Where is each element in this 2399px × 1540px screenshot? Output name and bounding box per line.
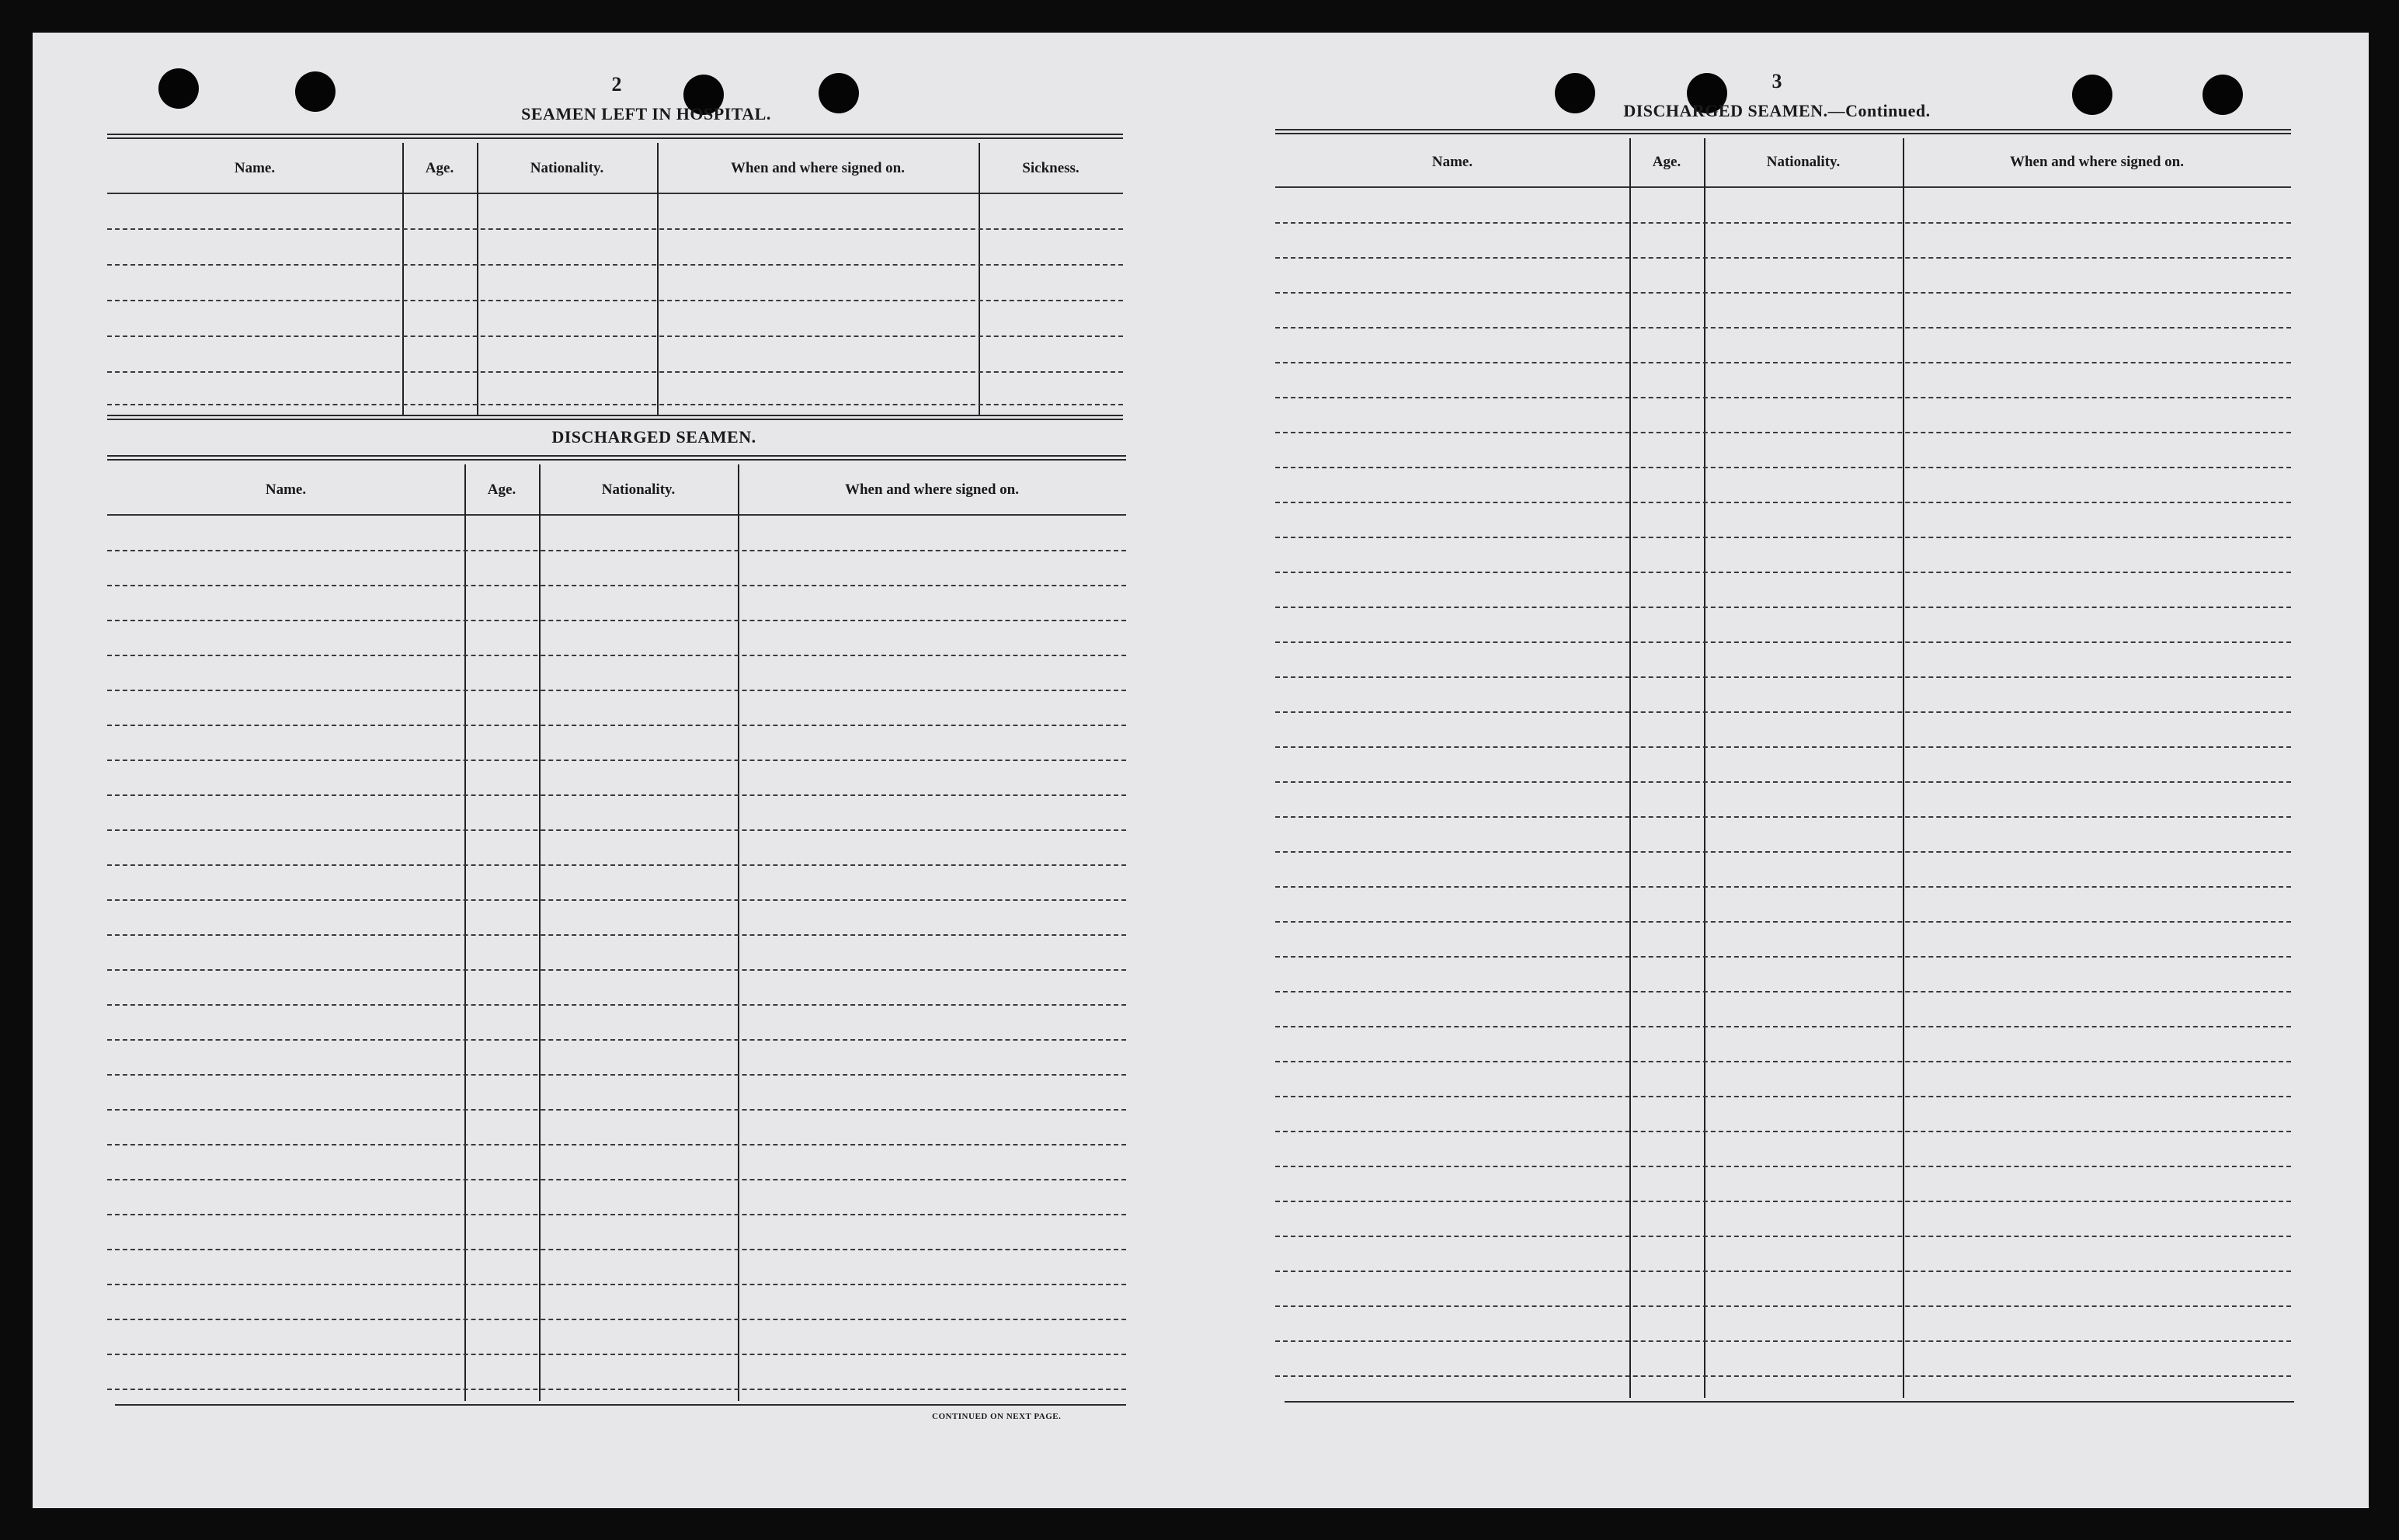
entry-line [107,690,1126,691]
column-header-nationality: Nationality. [601,481,676,498]
header-rule [1275,186,2291,188]
entry-line [107,404,1123,405]
column-header-name: Name. [1431,154,1473,170]
left-page-number: 2 [611,73,622,96]
entry-line [107,1039,1126,1041]
entry-line [1275,1026,2291,1027]
discharged-bottom-rule [115,1404,1126,1406]
entry-line [1275,746,2291,748]
entry-line [107,335,1123,337]
column-header-nationality: Nationality. [530,160,604,176]
entry-line [1275,432,2291,433]
column-header-age: Age. [1652,154,1681,170]
right-bottom-rule [1285,1401,2294,1403]
entry-line [107,1284,1126,1285]
entry-line [107,1109,1126,1111]
hospital-top-rule [107,134,1123,139]
entry-line [107,934,1126,936]
punch-hole [158,68,199,109]
entry-line [1275,641,2291,643]
entry-line [1275,222,2291,224]
entry-line [1275,1096,2291,1097]
entry-line [1275,502,2291,503]
entry-line [1275,676,2291,678]
entry-line [1275,467,2291,468]
entry-line [107,864,1126,866]
discharged-top-rule [107,455,1126,461]
entry-line [107,1144,1126,1145]
entry-line [107,1179,1126,1180]
entry-line [107,1074,1126,1076]
entry-line [1275,956,2291,958]
entry-line [107,1354,1126,1355]
entry-line [107,300,1123,301]
entry-line [107,760,1126,761]
hospital-section-title: SEAMEN LEFT IN HOSPITAL. [521,104,771,123]
right-top-rule [1275,129,2291,134]
entry-line [1275,1340,2291,1342]
entry-line [1275,537,2291,538]
column-header-when-where: When and where signed on. [844,481,1019,498]
column-divider [402,143,404,415]
entry-line [1275,292,2291,294]
discharged-continued-table [1275,138,2291,1398]
hospital-table [107,143,1123,415]
column-divider [464,464,466,1401]
entry-line [1275,851,2291,853]
discharged-section-title: DISCHARGED SEAMEN. [551,427,756,447]
column-header-name: Name. [265,481,307,498]
entry-line [107,969,1126,971]
entry-line [107,725,1126,726]
entry-line [107,550,1126,551]
entry-line [1275,257,2291,259]
entry-line [107,585,1126,586]
entry-line [1275,1271,2291,1272]
column-header-sickness: Sickness. [1022,160,1080,176]
entry-line [107,620,1126,621]
column-divider [539,464,541,1401]
document-sheet [33,33,2369,1508]
entry-line [107,1214,1126,1215]
entry-line [107,1319,1126,1320]
punch-hole [2072,75,2112,115]
entry-line [107,1004,1126,1006]
entry-line [1275,1166,2291,1167]
header-rule [107,193,1123,194]
entry-line [1275,572,2291,573]
entry-line [1275,1236,2291,1237]
entry-line [1275,327,2291,329]
punch-hole [295,71,336,112]
continued-note: CONTINUED ON NEXT PAGE. [932,1412,1062,1421]
entry-line [107,829,1126,831]
column-header-when-where: When and where signed on. [2009,154,2184,170]
entry-line [107,794,1126,796]
column-divider [738,464,739,1401]
entry-line [107,264,1123,266]
header-rule [107,514,1126,516]
entry-line [1275,1131,2291,1132]
right-page-number: 3 [1771,70,1782,92]
entry-line [1275,711,2291,713]
entry-line [1275,816,2291,818]
entry-line [1275,991,2291,992]
entry-line [107,371,1123,373]
entry-line [1275,886,2291,888]
column-divider [477,143,478,415]
column-header-when-where: When and where signed on. [730,160,905,176]
column-header-age: Age. [487,481,516,498]
entry-line [1275,1201,2291,1202]
column-header-name: Name. [234,160,276,176]
column-header-nationality: Nationality. [1766,154,1841,170]
column-divider [979,143,980,415]
entry-line [107,1249,1126,1250]
hospital-bottom-rule [107,415,1123,420]
entry-line [107,899,1126,901]
column-header-age: Age. [425,160,454,176]
column-divider [657,143,659,415]
discharged-table [107,464,1126,1401]
entry-line [1275,362,2291,363]
entry-line [107,228,1123,230]
entry-line [1275,781,2291,783]
punch-hole [2203,75,2243,115]
entry-line [1275,397,2291,398]
entry-line [1275,1375,2291,1377]
discharged-continued-title: DISCHARGED SEAMEN.—Continued. [1623,101,1931,120]
entry-line [1275,1061,2291,1062]
entry-line [1275,921,2291,923]
entry-line [107,655,1126,656]
entry-line [1275,1305,2291,1307]
entry-line [107,1389,1126,1390]
entry-line [1275,607,2291,608]
